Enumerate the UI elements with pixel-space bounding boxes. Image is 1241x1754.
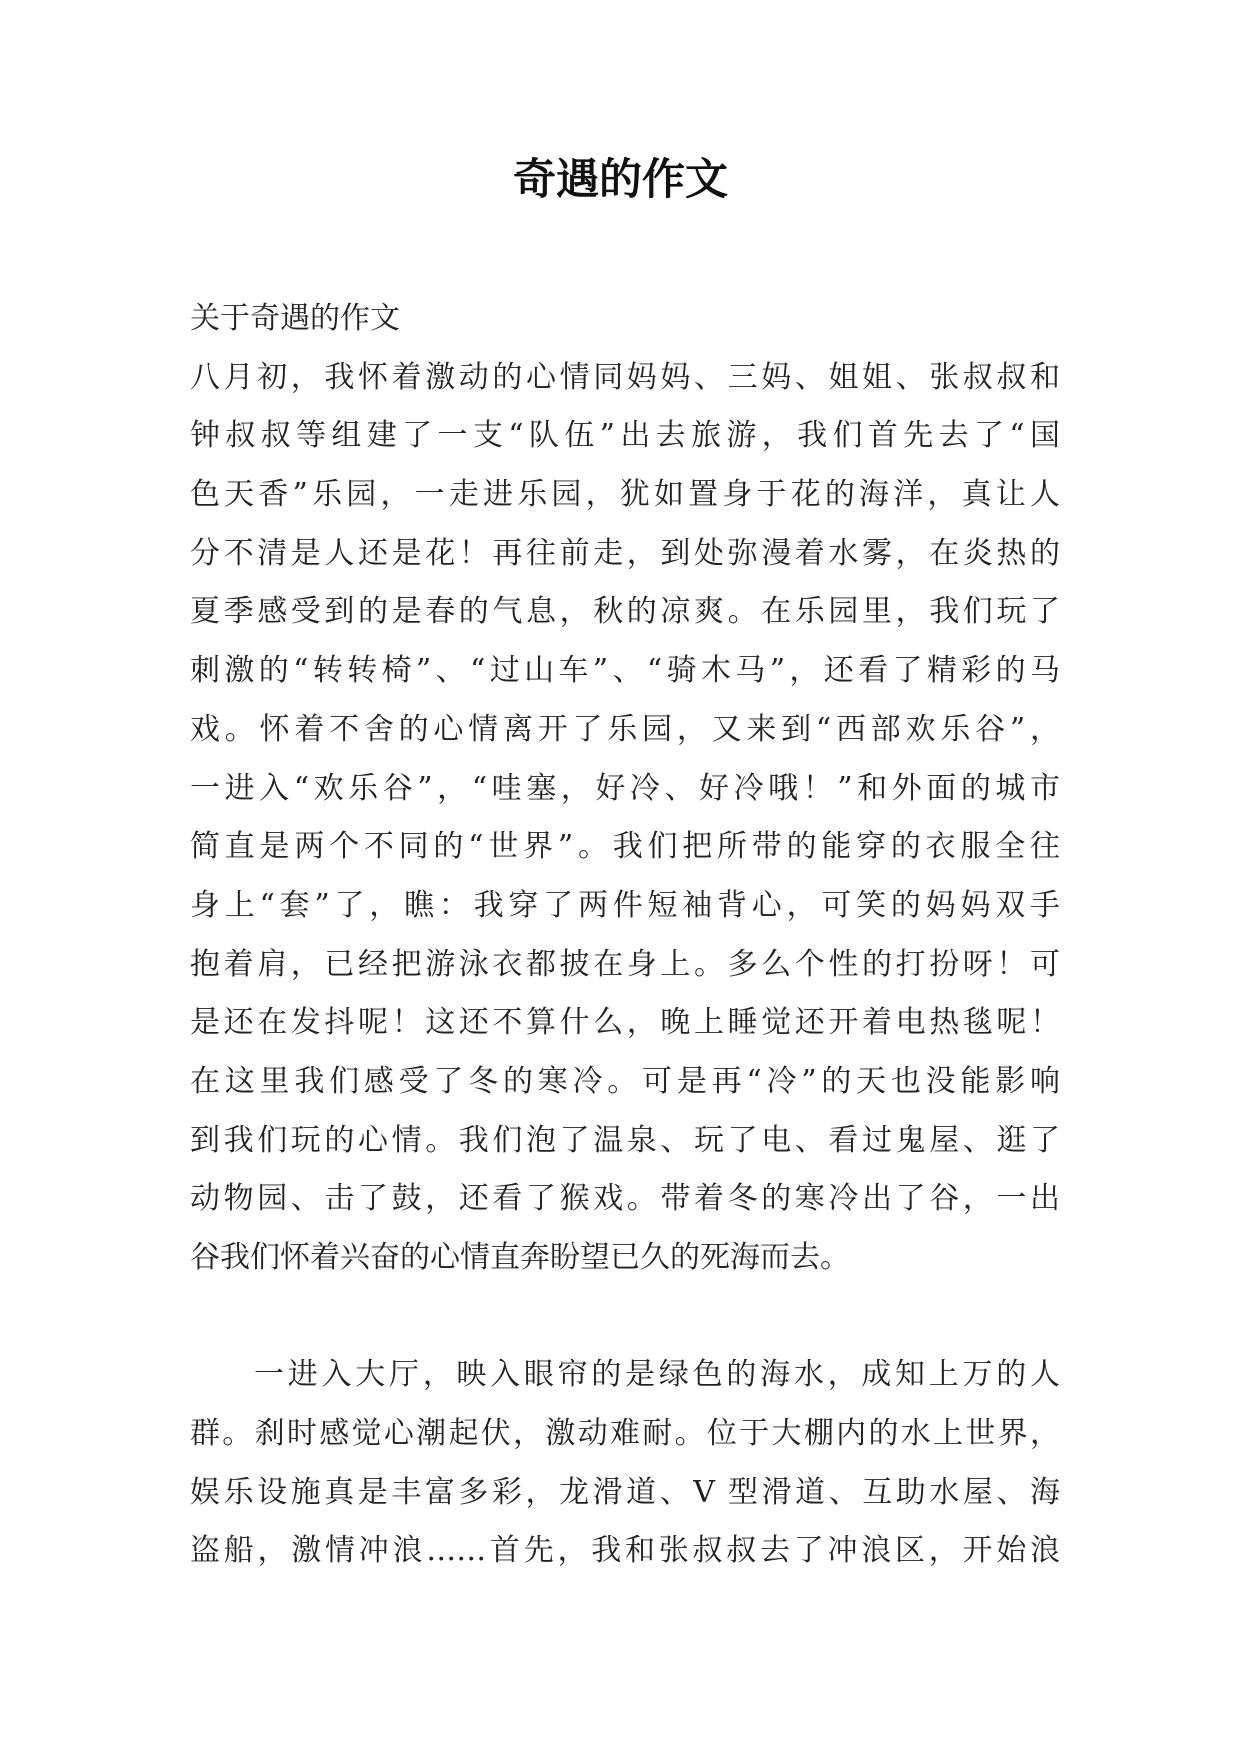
document-title: 奇遇的作文 [513,155,728,205]
subtitle-line: 关于奇遇的作文 [190,301,400,336]
text-line: 是还在发抖呢！这还不算什么，晚上睡觉还开着电热毯呢！ [190,1005,1060,1041]
text-line: 到我们玩的心情。我们泡了温泉、玩了电、看过鬼屋、逛了 [190,1122,1060,1158]
text-line: 动物园、击了鼓，还看了猴戏。带着冬的寒冷出了谷，一出 [190,1181,1060,1217]
text-line: 在这里我们感受了冬的寒冷。可是再“冷”的天也没能影响 [190,1063,1060,1099]
paragraph-gap [190,1288,1060,1347]
text-line: 色天香”乐园，一走进乐园，犹如置身于花的海洋，真让人 [190,477,1060,513]
text-line: 戏。怀着不舍的心情离开了乐园，又来到“西部欢乐谷”， [190,711,1060,747]
text-line: 分不清是人还是花！再往前走，到处弥漫着水雾，在炎热的 [190,535,1060,571]
text-line: 群。刹时感觉心潮起伏，激动难耐。位于大棚内的水上世界， [190,1416,1060,1452]
text-line: 谷我们怀着兴奋的心情直奔盼望已久的死海而去。 [190,1240,850,1275]
document-body [190,290,1060,1581]
text-line: 简直是两个不同的“世界”。我们把所带的能穿的衣服全往 [190,829,1060,865]
text-line: 夏季感受到的是春的气息，秋的凉爽。在乐园里，我们玩了 [190,594,1060,630]
text-line: 刺激的“转转椅”、“过山车”、“骑木马”，还看了精彩的马 [190,653,1060,689]
text-line: 钟叔叔等组建了一支“队伍”出去旅游，我们首先去了“国 [190,418,1060,454]
text-line: 一进入“欢乐谷”，“哇塞，好冷、好冷哦！”和外面的城市 [190,770,1060,806]
text-line: 娱乐设施真是丰富多彩，龙滑道、V 型滑道、互助水屋、海 [190,1474,1060,1510]
text-line: 八月初，我怀着激动的心情同妈妈、三妈、姐姐、张叔叔和 [190,359,1060,395]
text-line: 身上“套”了，瞧：我穿了两件短袖背心，可笑的妈妈双手 [190,887,1060,923]
text-line: 抱着肩，已经把游泳衣都披在身上。多么个性的打扮呀！可 [190,946,1060,982]
text-line: 盗船，激情冲浪……首先，我和张叔叔去了冲浪区，开始浪 [190,1533,1060,1569]
text-line: 一进入大厅，映入眼帘的是绿色的海水，成知上万的人 [254,1357,1060,1393]
